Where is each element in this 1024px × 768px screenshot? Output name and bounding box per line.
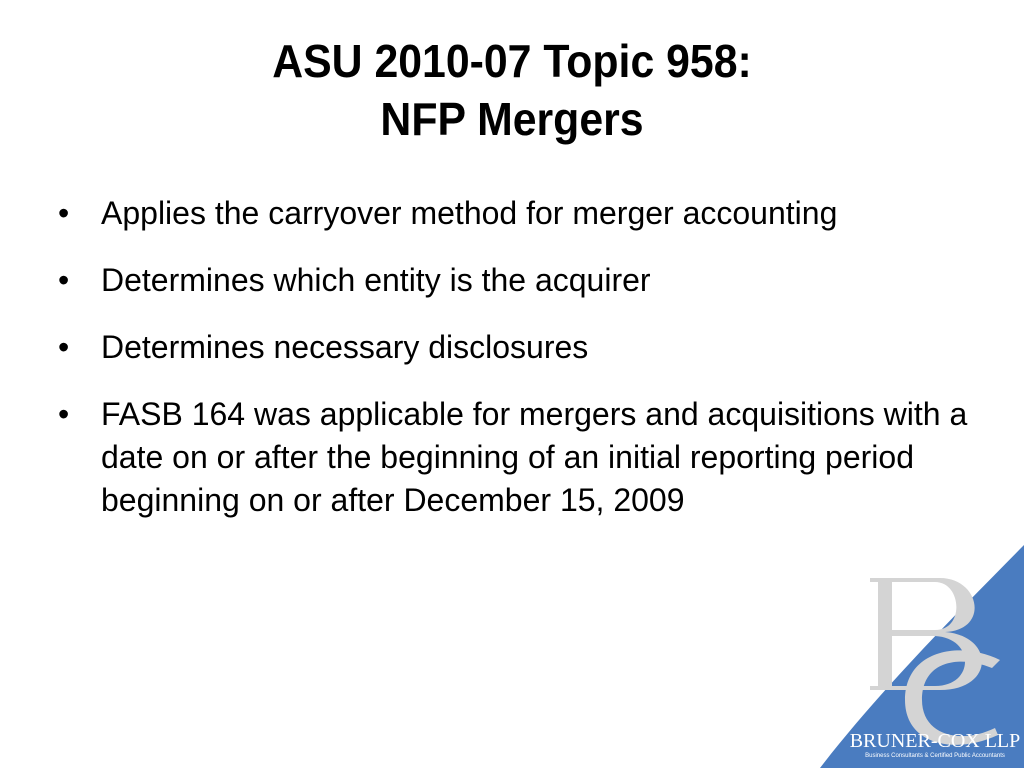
company-name: BRUNER-COX LLP: [849, 730, 1021, 752]
bullet-dot-icon: •: [58, 262, 70, 298]
slide-title: [36, 32, 988, 148]
company-tagline: Business Consultants & Certified Public Accountants: [865, 753, 1005, 759]
bullet-dot-icon: •: [58, 195, 70, 231]
bullet-text: Determines which entity is the acquirer: [101, 262, 651, 298]
bullet-text: Applies the carryover method for merger accounting: [101, 195, 838, 231]
title-line-1: ASU 2010-07 Topic 958:: [272, 35, 752, 87]
title-line-2: NFP Mergers: [380, 93, 644, 145]
list-item: [58, 192, 968, 235]
bullet-dot-icon: •: [58, 396, 70, 432]
bullet-dot-icon: •: [58, 329, 70, 365]
bullet-text: FASB 164 was applicable for mergers and acquisitions with a date on or after the beginning of an initial reporting period beginning on or after December 15, 2009: [101, 396, 968, 518]
list-item: [58, 259, 968, 302]
list-item: [58, 326, 968, 369]
bullet-list: [58, 192, 968, 546]
list-item: [58, 393, 968, 522]
bullet-text: Determines necessary disclosures: [101, 329, 589, 365]
